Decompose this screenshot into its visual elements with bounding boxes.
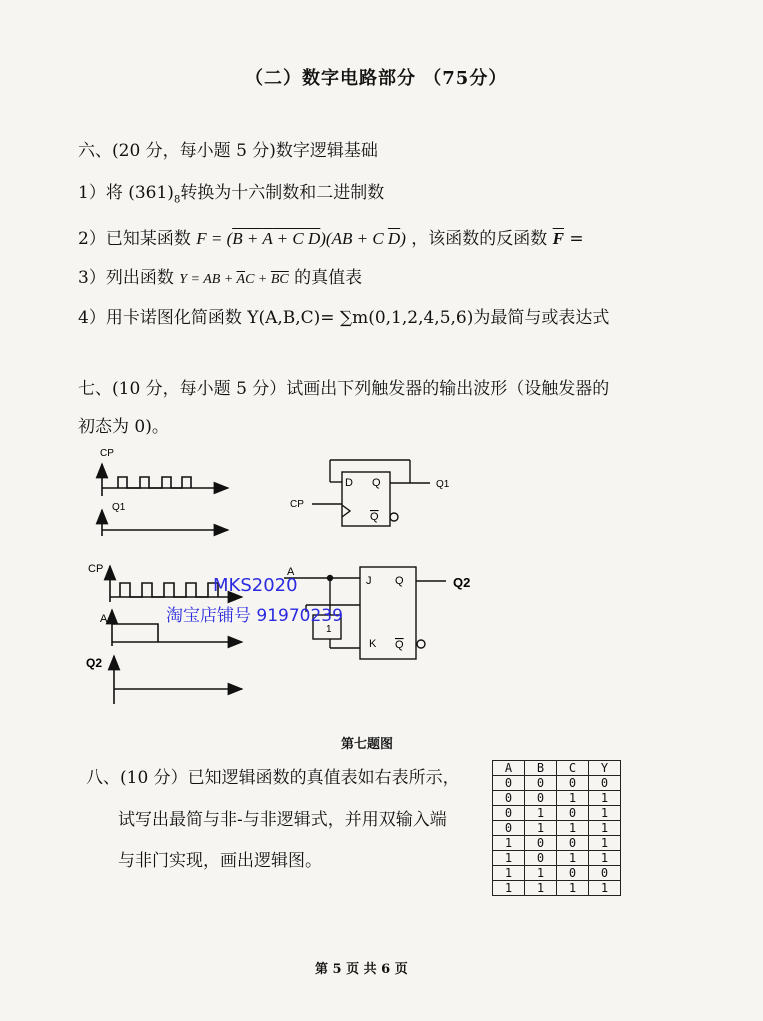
jkff-q2-output: Q2 xyxy=(453,575,471,590)
function-f: F xyxy=(196,229,207,248)
table-row xyxy=(493,866,621,881)
function-close: )(AB + C xyxy=(320,229,388,248)
header-c: C xyxy=(557,761,589,776)
cell: 0 xyxy=(525,836,557,851)
diagram1-waveforms xyxy=(102,464,228,536)
table-row xyxy=(493,851,621,866)
part3-bcbar: $\overline{BC}$ xyxy=(270,272,289,287)
cell: 1 xyxy=(525,806,557,821)
cell: 0 xyxy=(525,776,557,791)
figure-caption: 第七题图 xyxy=(341,737,394,752)
q7-heading-line1: 七、(10 分，每小题 5 分）试画出下列触发器的输出波形（设触发器的 xyxy=(78,379,610,399)
jkff-j-pin: J xyxy=(366,575,372,587)
q6-part2-label: 2）已知某函数 xyxy=(78,229,191,249)
cell: 1 xyxy=(589,836,621,851)
cell: 0 xyxy=(493,791,525,806)
d1-q1-label: Q1 xyxy=(112,502,126,513)
q8-line1: 八、(10 分）已知逻辑函数的真值表如右表所示， xyxy=(86,768,460,788)
cell: 1 xyxy=(525,866,557,881)
part3-y: Y = AB + xyxy=(179,272,237,287)
cell: 1 xyxy=(589,821,621,836)
watermark-line2: 淘宝店铺号 91970239 xyxy=(166,606,343,626)
cell: 1 xyxy=(493,836,525,851)
function-a: A xyxy=(262,229,273,248)
d2-a-label: A xyxy=(100,613,108,625)
function-dbar2: $\overline{D}$ xyxy=(387,229,401,248)
d2-cp-label: CP xyxy=(88,563,104,575)
q6-part3-text: 的真值表 xyxy=(294,268,363,288)
jkff-qbar-pin: Q xyxy=(395,639,404,651)
jkff-a-input: A xyxy=(287,566,295,578)
section-title: （二）数字电路部分 （75分） xyxy=(245,68,508,89)
cell: 1 xyxy=(493,881,525,896)
cell: 1 xyxy=(557,821,589,836)
cell: 0 xyxy=(557,776,589,791)
function-end: ) xyxy=(400,229,406,248)
q8-line3: 与非门实现，画出逻辑图。 xyxy=(118,851,322,871)
q6-part1-lead: 1）将 (361) xyxy=(78,183,174,203)
cell: 1 xyxy=(493,866,525,881)
table-row xyxy=(493,776,621,791)
cell: 1 xyxy=(557,881,589,896)
cell: 1 xyxy=(525,821,557,836)
dff-q1-output: Q1 xyxy=(436,479,450,490)
cell: 1 xyxy=(589,881,621,896)
dff-cp-input: CP xyxy=(290,499,304,510)
cell: 0 xyxy=(525,791,557,806)
not-gate-label: 1 xyxy=(326,624,332,635)
table-row xyxy=(493,806,621,821)
page-footer: 第 5 页 共 6 页 xyxy=(315,962,408,977)
d2-q2-label: Q2 xyxy=(86,656,103,670)
dff-qbar-pin: Q xyxy=(370,511,379,523)
q6-part1-base: 8 xyxy=(173,194,181,206)
cell: 0 xyxy=(557,836,589,851)
function-bbar: B xyxy=(232,229,243,248)
cell: 1 xyxy=(557,851,589,866)
table-row xyxy=(493,821,621,836)
inverse-function-eq: = xyxy=(564,229,584,249)
table-row xyxy=(493,881,621,896)
q6-part1-rest: 转换为十六制数和二进制数 xyxy=(180,183,385,203)
truth-table xyxy=(492,760,621,896)
header-b: B xyxy=(525,761,557,776)
jkff-q-pin: Q xyxy=(395,575,404,587)
q6-part4: 4）用卡诺图化简函数 Y(A,B,C)= ∑m(0,1,2,4,5,6)为最简与或表达式 xyxy=(78,308,610,328)
cell: 0 xyxy=(557,866,589,881)
cell: 1 xyxy=(589,791,621,806)
watermark-line1: MKS2020 xyxy=(213,575,298,596)
q6-heading: 六、(20 分，每小题 5 分)数字逻辑基础 xyxy=(78,141,378,161)
header-y: Y xyxy=(589,761,621,776)
cell: 0 xyxy=(589,776,621,791)
cell: 0 xyxy=(589,866,621,881)
cell: 1 xyxy=(589,851,621,866)
q6-part3-label: 3）列出函数 xyxy=(78,268,174,288)
header-a: A xyxy=(493,761,525,776)
cell: 0 xyxy=(493,806,525,821)
part3-abar: $\overline{A}$ xyxy=(236,272,246,287)
dff-d-pin: D xyxy=(345,477,353,489)
table-row xyxy=(493,791,621,806)
cell: 1 xyxy=(493,851,525,866)
function-plus: + C xyxy=(272,229,308,248)
cell: 1 xyxy=(589,806,621,821)
q7-heading-line2: 初态为 0)。 xyxy=(78,417,169,437)
cell: 0 xyxy=(493,821,525,836)
q8-line2: 试写出最简与非-与非逻辑式，并用双输入端 xyxy=(118,810,447,830)
function-eq: = ( xyxy=(206,229,233,248)
q6-part2-text: ，该函数的反函数 xyxy=(411,229,548,249)
dff-q-pin: Q xyxy=(372,477,381,489)
truth-table-header xyxy=(493,761,621,776)
table-row xyxy=(493,836,621,851)
jkff-k-pin: K xyxy=(369,638,377,650)
cell: 0 xyxy=(525,851,557,866)
cell: 1 xyxy=(557,791,589,806)
cell: 1 xyxy=(525,881,557,896)
cell: 0 xyxy=(493,776,525,791)
inverse-function-f: $\overline{F}$ xyxy=(552,229,565,248)
function-mid: + xyxy=(242,229,263,248)
function-dbar: D xyxy=(307,229,321,248)
d1-cp-label: CP xyxy=(100,448,114,459)
cell: 0 xyxy=(557,806,589,821)
part3-c: C + xyxy=(245,272,271,287)
